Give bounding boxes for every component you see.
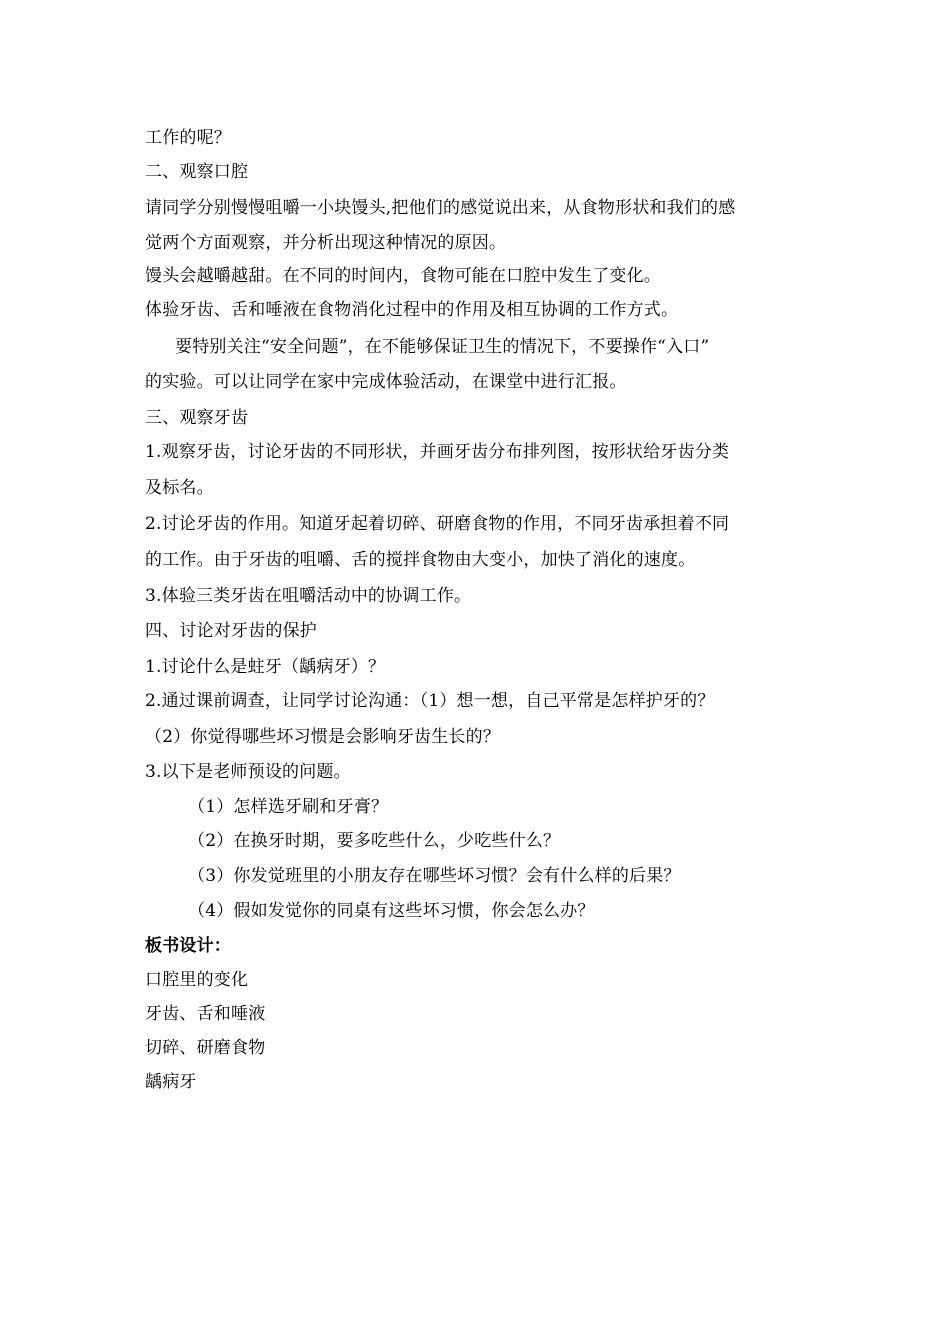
board-design-heading: 板书设计：: [145, 936, 231, 956]
text-line: 觉两个方面观察，并分析出现这种情况的原因。: [145, 233, 507, 253]
question-item: （2）在换牙时期，要多吃些什么，少吃些什么？: [188, 831, 561, 851]
text-line: 3.体验三类牙齿在咀嚼活动中的协调工作。: [145, 586, 472, 606]
section-heading-teeth-protection: 四、讨论对牙齿的保护: [145, 621, 317, 641]
text-line: 2.讨论牙齿的作用。知道牙起着切碎、研磨食物的作用，不同牙齿承担着不同: [145, 514, 730, 534]
board-design-item: 龋病牙: [145, 1072, 197, 1092]
text-line: 1.讨论什么是蛀牙（龋病牙）？: [145, 657, 386, 677]
board-design-item: 切碎、研磨食物: [145, 1038, 266, 1058]
text-line: 体验牙齿、舌和唾液在食物消化过程中的作用及相互协调的工作方式。: [145, 300, 679, 320]
section-heading-observe-teeth: 三、观察牙齿: [145, 408, 249, 428]
question-item: （3）你发觉班里的小朋友存在哪些坏习惯？会有什么样的后果？: [188, 866, 681, 886]
text-line: 馒头会越嚼越甜。在不同的时间内，食物可能在口腔中发生了变化。: [145, 266, 661, 286]
text-line: 的实验。可以让同学在家中完成体验活动，在课堂中进行汇报。: [145, 372, 627, 392]
text-line: 的工作。由于牙齿的咀嚼、舌的搅拌食物由大变小，加快了消化的速度。: [145, 550, 696, 570]
text-line: 1.观察牙齿，讨论牙齿的不同形状，并画牙齿分布排列图，按形状给牙齿分类: [145, 442, 730, 462]
text-line: 请同学分别慢慢咀嚼一小块馒头,把他们的感觉说出来，从食物形状和我们的感: [145, 198, 736, 218]
board-design-item: 口腔里的变化: [145, 970, 249, 990]
board-design-item: 牙齿、舌和唾液: [145, 1004, 266, 1024]
text-line: 3.以下是老师预设的问题。: [145, 762, 351, 782]
text-line: 及标名。: [145, 478, 214, 498]
text-line: 工作的呢？: [145, 128, 231, 148]
text-line: 2.通过课前调查，让同学讨论沟通：（1）想一想，自己平常是怎样护牙的？: [145, 691, 715, 711]
question-item: （1）怎样选牙刷和牙膏？: [188, 797, 389, 817]
question-item: （4）假如发觉你的同桌有这些坏习惯，你会怎么办？: [188, 901, 595, 921]
section-heading-observe-mouth: 二、观察口腔: [145, 162, 249, 182]
text-line: （2）你觉得哪些坏习惯是会影响牙齿生长的？: [145, 727, 501, 747]
text-line: 要特别关注“安全问题”，在不能够保证卫生的情况下，不要操作“入口”: [175, 337, 710, 357]
